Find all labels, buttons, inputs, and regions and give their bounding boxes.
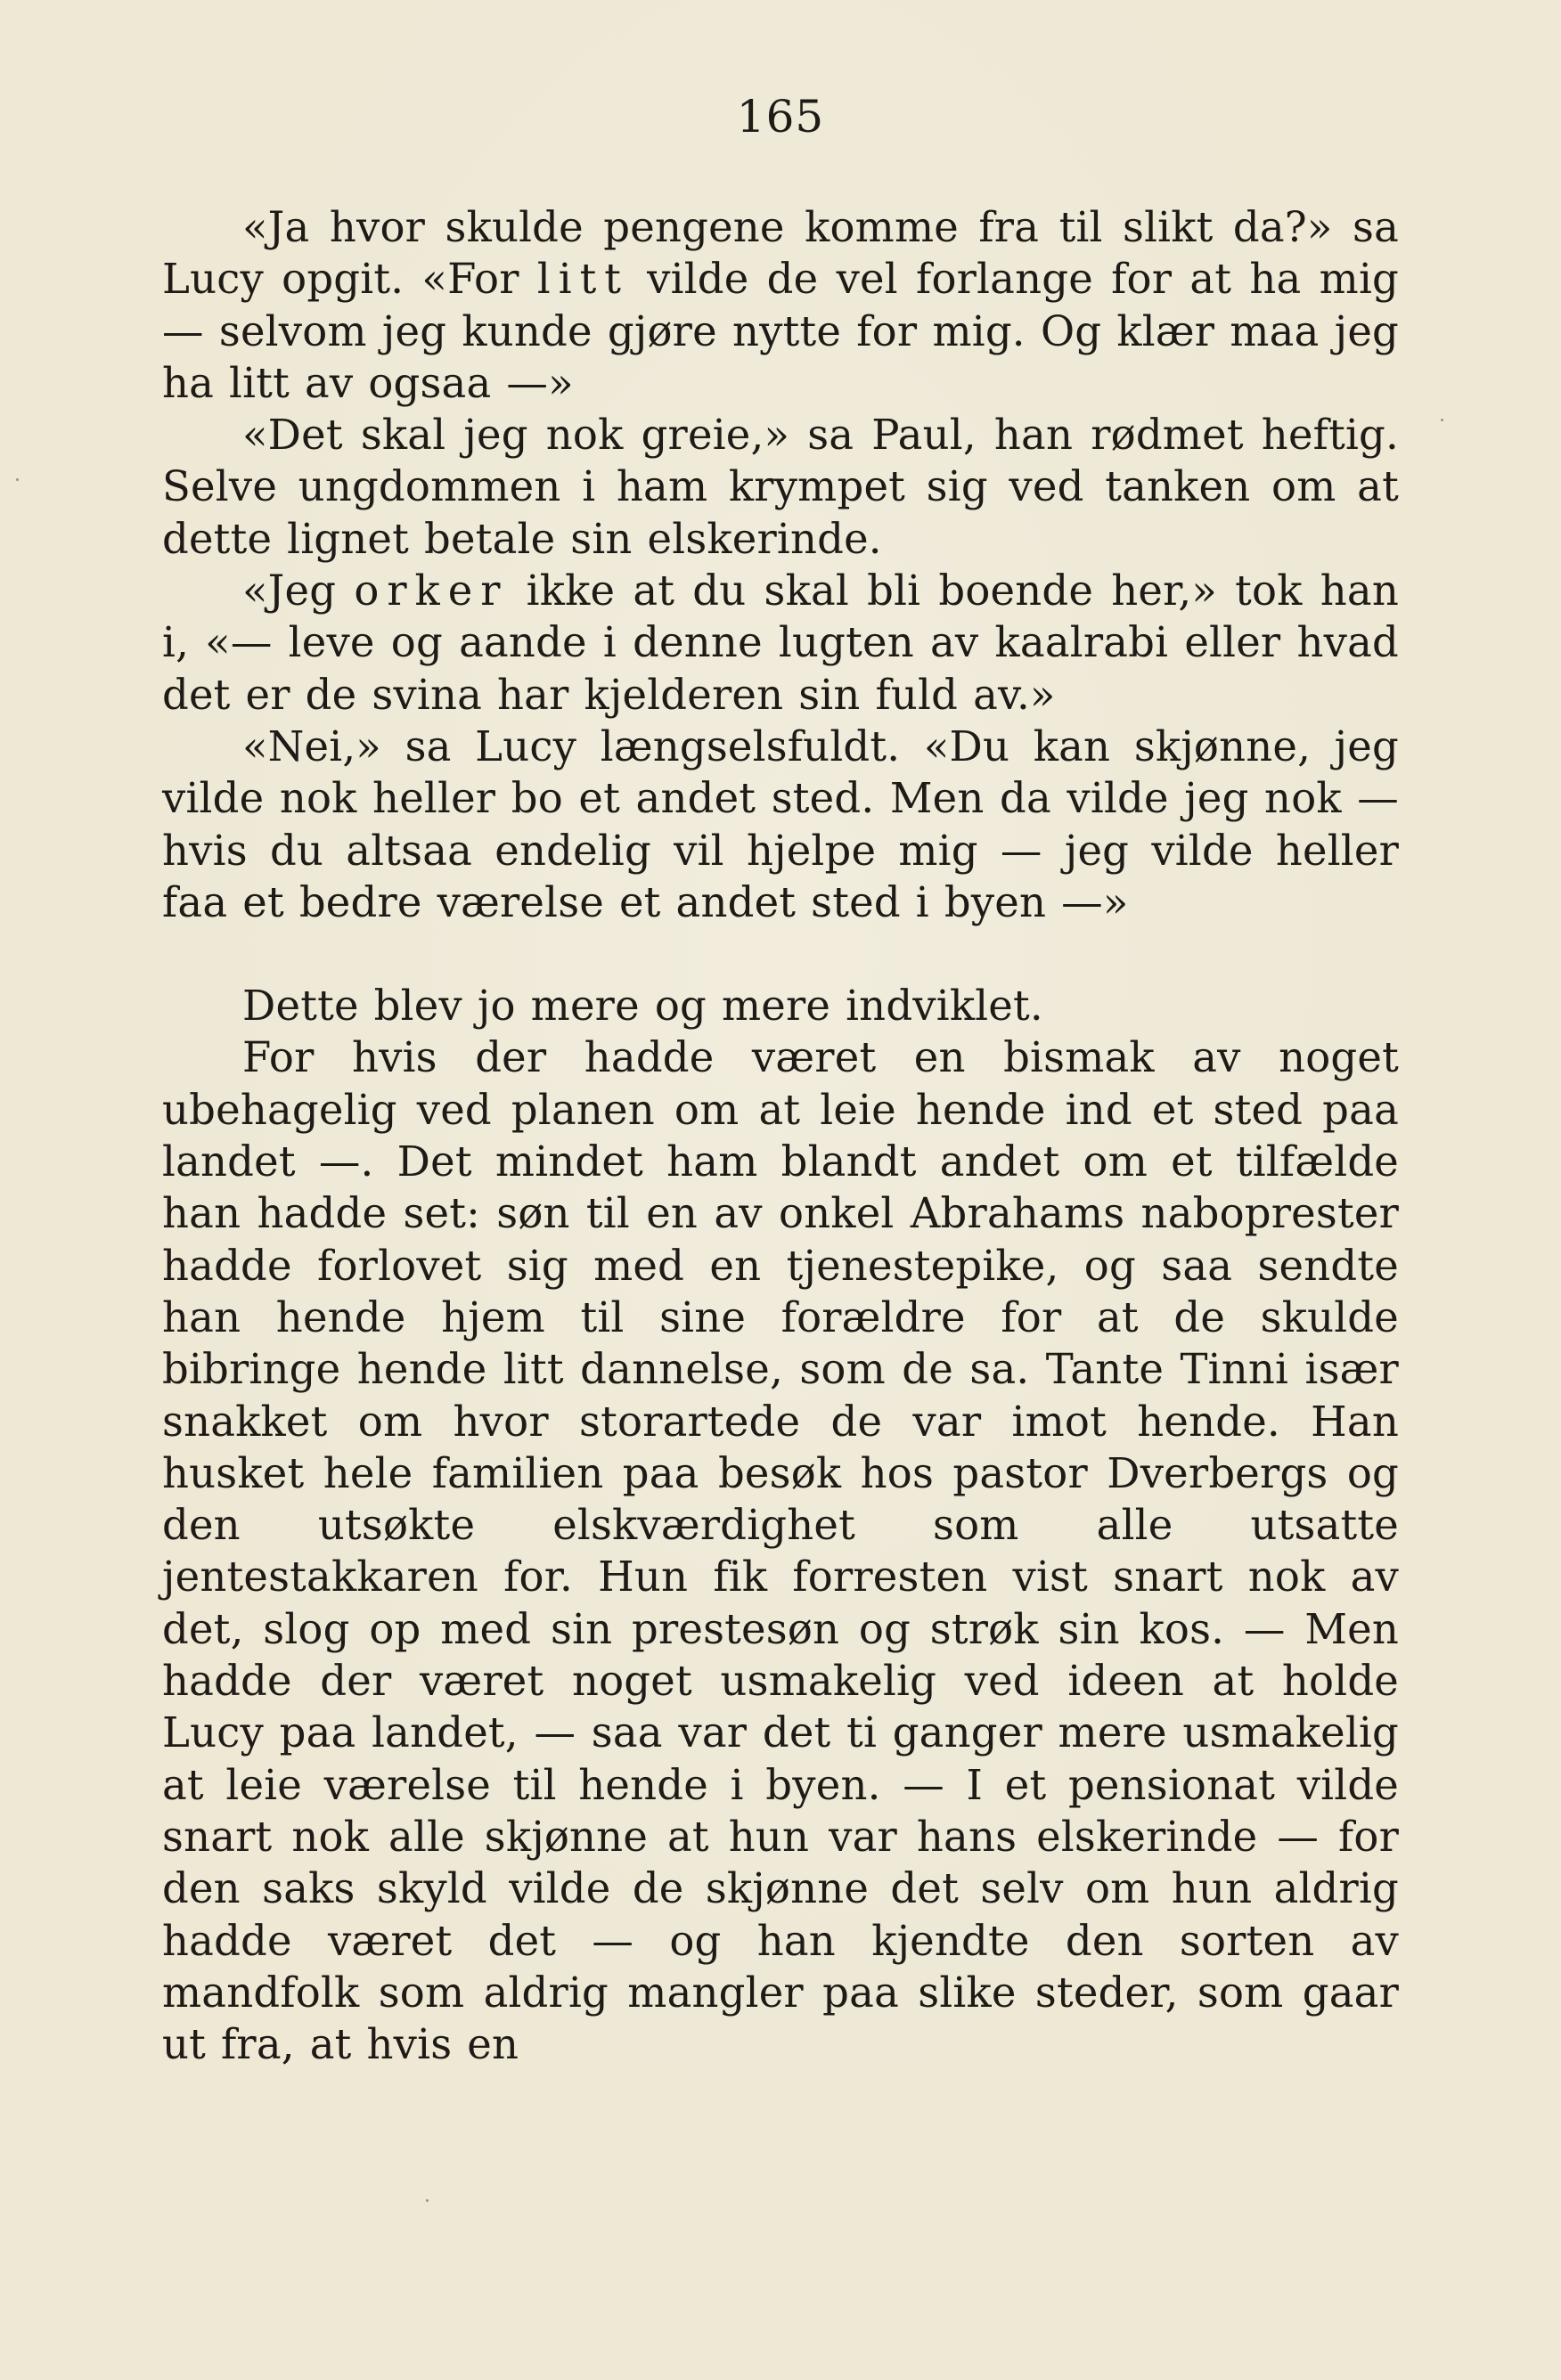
text-segment: vilde de vel forlange for at ha mig — selvom jeg kunde gjøre nytte for mig. Og klær maa jeg ha litt av ogsaa —»: [162, 255, 1399, 407]
paragraph-3: [162, 565, 1399, 721]
text-segment: For hvis der hadde været en bismak av noget ubehagelig ved planen om at leie hende ind et sted paa landet —. Det mindet ham blandt andet om et tilfælde han hadde set: søn til en av onkel Abrahams naboprester hadde forlovet sig med en tjenestepike, og saa sendte han hende hjem til sine forældre for at de skulde bibringe hende litt dannelse, som de sa. Tante Tinni især snakket om hvor storartede de var imot hende. Han husket hele familien paa besøk hos pastor Dverbergs og den utsøkte elskværdighet som alle utsatte jentestakkaren for. Hun fik forresten vist snart nok av det, slog op med sin prestesøn og strøk sin kos. — Men hadde der været noget usmakelig ved ideen at holde Lucy paa landet, — saa var det ti ganger mere usmakelig at leie værelse til hende i byen. — I et pensionat vilde snart nok alle skjønne at hun var hans elskerinde — for den saks skyld vilde de skjønne det selv om hun aldrig hadde været det — og han kjendte den sorten av mandfolk som aldrig mangler paa slike steder, som gaar ut fra, at hvis en: [162, 1033, 1399, 2069]
text-segment: «Jeg: [242, 566, 355, 615]
paragraph-2: [162, 409, 1399, 565]
paper-speck: [426, 2199, 429, 2202]
text-segment: ikke at du skal bli boende her,» tok han i, «— leve og aande i denne lugten av kaalrabi eller hvad det er de svina har kjelderen sin fuld av.»: [162, 566, 1399, 719]
text-segment: «Ja hvor skulde pengene komme fra til slikt da?» sa Lucy opgit. «For: [162, 203, 1399, 304]
paragraph-4: [162, 721, 1399, 928]
paragraph-5: [162, 980, 1399, 1031]
emphasized-word: litt: [536, 255, 629, 304]
text-segment: «Det skal jeg nok greie,» sa Paul, han rødmet heftig. Selve ungdommen i ham krympet sig ved tanken om at dette lignet betale sin elskerinde.: [162, 411, 1399, 563]
paragraph-1: [162, 201, 1399, 409]
paper-speck: [16, 478, 19, 481]
emphasized-word: orker: [354, 566, 509, 615]
text-segment: «Nei,» sa Lucy længselsfuldt. «Du kan skjønne, jeg vilde nok heller bo et andet sted. Men da vilde jeg nok — hvis du altsaa endelig vil hjelpe mig — jeg vilde heller faa et bedre værelse et andet sted i byen —»: [162, 721, 1399, 926]
text-segment: Dette blev jo mere og mere indviklet.: [242, 982, 1043, 1031]
paragraph-6: [162, 1031, 1399, 2070]
paper-speck: [1441, 419, 1443, 421]
page-number: 165: [736, 91, 825, 143]
page-text: [162, 201, 1399, 2070]
